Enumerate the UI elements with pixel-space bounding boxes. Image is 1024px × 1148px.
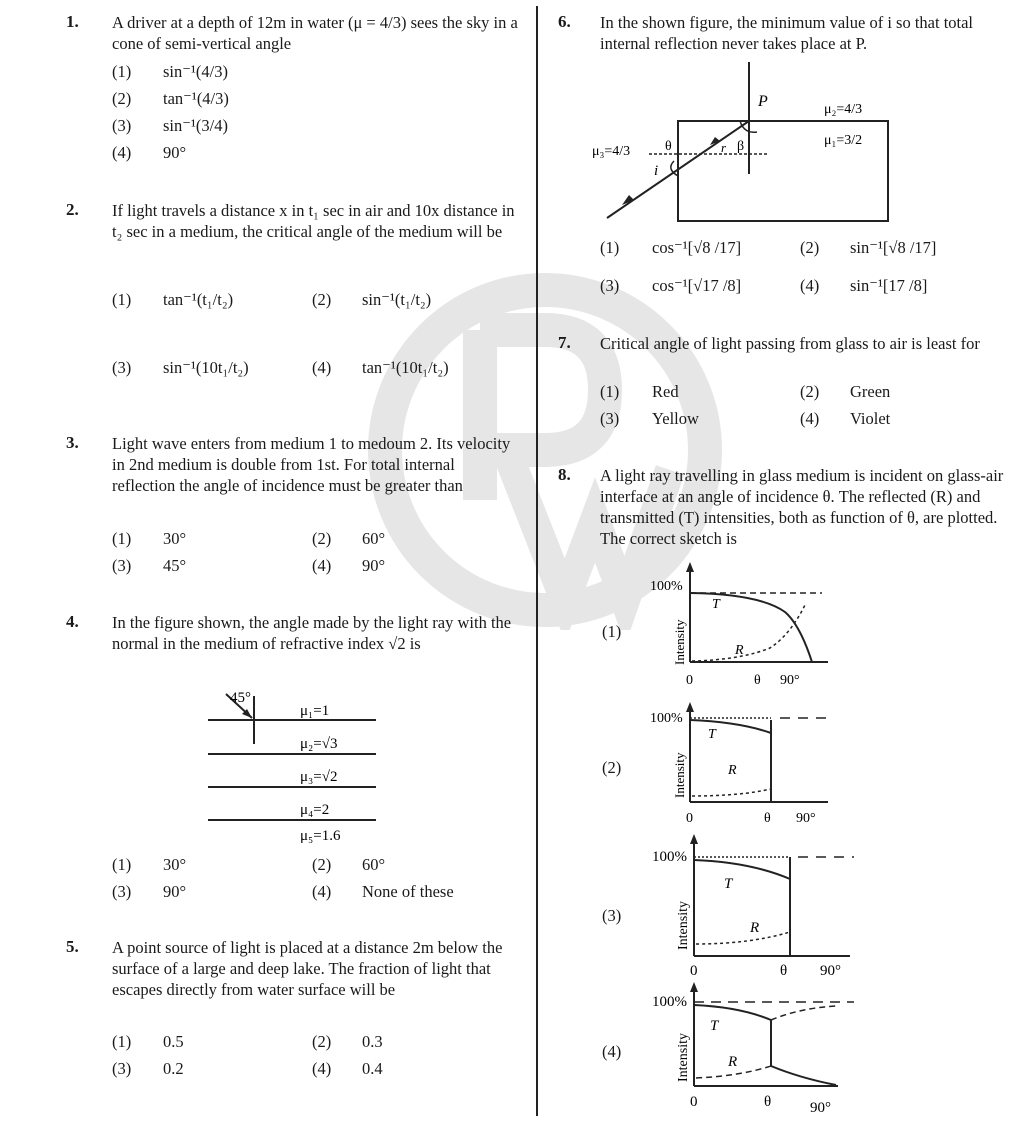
question-stem: In the shown figure, the minimum value of i so that total internal reflection never takes place at P.	[600, 13, 974, 53]
r-label: R	[728, 1054, 738, 1070]
question-number: 5.	[66, 937, 79, 956]
option-label: (1)	[112, 62, 132, 81]
option-label: (4)	[800, 409, 820, 428]
option-label: (3)	[112, 358, 132, 377]
option-text: tan⁻¹(t₁/t₂)	[163, 290, 234, 309]
option-text: sin⁻¹(t₁/t₂)	[362, 290, 432, 309]
ninety-label: 90°	[810, 1100, 831, 1116]
intensity-graph	[640, 980, 860, 1130]
percent-label: 100%	[650, 711, 683, 726]
medium-label: μ₂=√3	[300, 736, 338, 752]
option-text: 0.2	[163, 1059, 184, 1078]
option-text: 45°	[163, 556, 187, 575]
option-label: (4)	[312, 556, 332, 575]
option-text: 60°	[362, 855, 386, 874]
option-text: tan⁻¹(4/3)	[163, 89, 229, 108]
question-stem: A point source of light is placed at a distance 2m below the surface of a large and deep lake. The fraction of light that escapes directly from water surface will be	[112, 938, 503, 999]
origin-label: 0	[690, 963, 698, 979]
origin-label: 0	[686, 811, 693, 826]
option-text: 90°	[163, 143, 187, 162]
option-text: 90°	[362, 556, 386, 575]
question-number: 2.	[66, 200, 79, 219]
option-label: (4)	[112, 143, 132, 162]
option-label: (3)	[112, 882, 132, 901]
option-label: (2)	[800, 382, 820, 401]
question-number: 7.	[558, 333, 571, 352]
r-label: R	[750, 920, 760, 936]
i-label: i	[654, 163, 659, 179]
option-text: sin⁻¹(4/3)	[163, 62, 228, 81]
option-label: (2)	[602, 758, 622, 777]
option-text: sin⁻¹[17 /8]	[850, 276, 928, 295]
medium-label: μ₂=4/3	[824, 102, 863, 117]
question-number: 8.	[558, 465, 571, 484]
theta-label: θ	[754, 673, 761, 688]
option-label: (3)	[600, 409, 620, 428]
question-stem: In the figure shown, the angle made by the light ray with the normal in the medium of refractive index √2 is	[112, 613, 512, 653]
option-label: (2)	[312, 529, 332, 548]
origin-label: 0	[690, 1094, 698, 1110]
medium-label: μ₄=2	[300, 802, 330, 818]
intensity-graph	[640, 832, 860, 982]
option-text: 90°	[163, 882, 187, 901]
ninety-label: 90°	[820, 963, 841, 979]
option-label: (2)	[112, 89, 132, 108]
intensity-axis-label: Intensity	[676, 1033, 691, 1082]
option-label: (3)	[600, 276, 620, 295]
option-text: None of these	[362, 882, 454, 901]
medium-label: μ₁=1	[300, 703, 330, 719]
r-label: r	[721, 140, 727, 155]
r-label: R	[735, 643, 744, 658]
option-label: (2)	[312, 290, 332, 309]
option-label: (4)	[312, 882, 332, 901]
question-number: 6.	[558, 12, 571, 31]
intensity-graph	[640, 560, 840, 690]
theta-label: θ	[665, 139, 672, 154]
option-text: sin⁻¹[√8 /17]	[850, 238, 937, 257]
option-text: Green	[850, 382, 891, 401]
question-stem: Light wave enters from medium 1 to medoum 2. Its velocity in 2nd medium is double from 1st. For total internal reflection the angle of incidence must be greater than	[112, 434, 511, 495]
question-number: 1.	[66, 12, 79, 31]
t-label: T	[712, 597, 720, 612]
medium-label: μ₃=4/3	[592, 144, 631, 159]
question-number: 3.	[66, 433, 79, 452]
option-text: 60°	[362, 529, 386, 548]
option-label: (1)	[112, 290, 132, 309]
ninety-label: 90°	[796, 811, 816, 826]
option-text: 0.4	[362, 1059, 383, 1078]
question-stem: A driver at a depth of 12m in water (μ = 4/3) sees the sky in a cone of semi-vertical angle	[112, 13, 518, 53]
option-label: (4)	[312, 358, 332, 377]
option-label: (1)	[600, 238, 620, 257]
t-label: T	[724, 876, 733, 892]
r-label: R	[728, 763, 737, 778]
option-text: cos⁻¹[√8 /17]	[652, 238, 742, 257]
option-text: Yellow	[652, 409, 699, 428]
medium-label: μ₅=1.6	[300, 828, 341, 844]
option-text: 0.5	[163, 1032, 184, 1051]
t-label: T	[710, 1018, 719, 1034]
option-text: cos⁻¹[√17 /8]	[652, 276, 742, 295]
option-text: sin⁻¹(10t₁/t₂)	[163, 358, 249, 377]
option-label: (3)	[602, 906, 622, 925]
layered-media-figure	[200, 682, 390, 847]
option-label: (2)	[800, 238, 820, 257]
option-label: (1)	[112, 855, 132, 874]
option-label: (1)	[600, 382, 620, 401]
ninety-label: 90°	[780, 673, 800, 688]
point-label: P	[758, 93, 768, 110]
option-label: (4)	[312, 1059, 332, 1078]
percent-label: 100%	[652, 994, 687, 1010]
theta-label: θ	[764, 811, 771, 826]
question-stem: If light travels a distance x in t₁ sec in air and 10x distance in t₂ sec in a medium, the critical angle of the medium will be	[112, 201, 515, 241]
incidence-angle-label: 45°	[230, 690, 251, 706]
option-label: (4)	[800, 276, 820, 295]
option-label: (3)	[112, 556, 132, 575]
option-text: tan⁻¹(10t₁/t₂)	[362, 358, 449, 377]
option-text: Violet	[850, 409, 891, 428]
option-text: sin⁻¹(3/4)	[163, 116, 228, 135]
medium-label: μ₃=√2	[300, 769, 338, 785]
medium-label: μ₁=3/2	[824, 133, 863, 148]
option-text: 0.3	[362, 1032, 383, 1051]
option-text: 30°	[163, 855, 187, 874]
option-label: (3)	[112, 1059, 132, 1078]
option-label: (3)	[112, 116, 132, 135]
intensity-axis-label: Intensity	[672, 619, 687, 665]
option-label: (2)	[312, 1032, 332, 1051]
option-label: (4)	[602, 1042, 622, 1061]
question-stem: Critical angle of light passing from glass to air is least for	[600, 334, 980, 353]
theta-label: θ	[780, 963, 788, 979]
question-stem: A light ray travelling in glass medium is incident on glass-air interface at an angle of incidence θ. The reflected (R) and transmitted (T) intensities, both as function of θ, are plotted. The correct sketch is	[600, 466, 1004, 548]
question-number: 4.	[66, 612, 79, 631]
intensity-axis-label: Intensity	[672, 752, 687, 798]
intensity-graph	[640, 700, 840, 830]
percent-label: 100%	[652, 849, 687, 865]
column-divider	[536, 6, 538, 1116]
theta-label: θ	[764, 1094, 772, 1110]
option-text: 30°	[163, 529, 187, 548]
option-label: (1)	[112, 529, 132, 548]
intensity-axis-label: Intensity	[676, 901, 691, 950]
origin-label: 0	[686, 673, 693, 688]
percent-label: 100%	[650, 579, 683, 594]
refraction-figure	[592, 58, 912, 230]
t-label: T	[708, 727, 716, 742]
beta-label: β	[737, 139, 745, 154]
option-label: (1)	[112, 1032, 132, 1051]
option-label: (1)	[602, 622, 622, 641]
option-text: Red	[652, 382, 679, 401]
option-label: (2)	[312, 855, 332, 874]
